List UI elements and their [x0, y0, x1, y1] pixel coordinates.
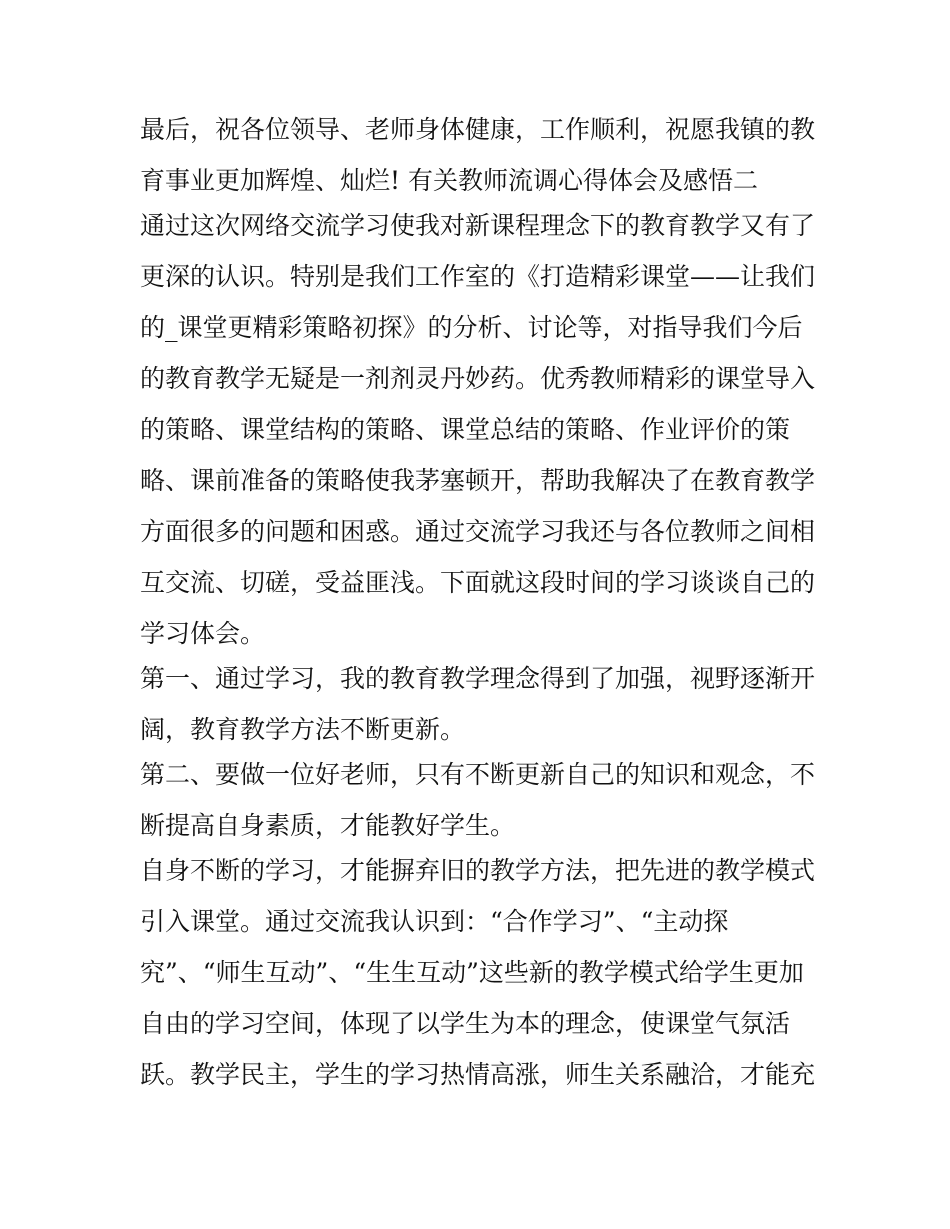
text-line: 最后，祝各位领导、老师身体健康，工作顺利，祝愿我镇的教	[140, 115, 816, 144]
text-line: 更深的认识。特别是我们工作室的《打造精彩课堂——让我们	[140, 262, 816, 291]
text-line: 断提高自身素质，才能教好学生。	[140, 811, 516, 840]
text-line: 的策略、课堂结构的策略、课堂总结的策略、作业评价的策	[140, 415, 791, 444]
text-line: 引入课堂。通过交流我认识到：“合作学习”、“主动探	[140, 907, 729, 936]
text-line: 自身不断的学习，才能摒弃旧的教学方法，把先进的教学模式	[140, 856, 816, 885]
text-line: 跃。教学民主，学生的学习热情高涨，师生关系融洽，才能充	[140, 1060, 816, 1089]
text-line: 阔，教育教学方法不断更新。	[140, 715, 466, 744]
text-line: 究”、“师生互动”、“生生互动”这些新的教学模式给学生更加	[140, 958, 804, 987]
text-line: 第二、要做一位好老师，只有不断更新自己的知识和观念，不	[140, 760, 816, 789]
text-line: 育事业更加辉煌、灿烂! 有关教师流调心得体会及感悟二	[140, 166, 758, 195]
text-line: 互交流、切磋，受益匪浅。下面就这段时间的学习谈谈自己的	[140, 568, 816, 597]
text-line: 自由的学习空间，体现了以学生为本的理念，使课堂气氛活	[140, 1009, 791, 1038]
text-line: 的_课堂更精彩策略初探》的分析、讨论等，对指导我们今后	[140, 313, 803, 342]
text-line: 方面很多的问题和困惑。通过交流学习我还与各位教师之间相	[140, 517, 816, 546]
text-line: 略、课前准备的策略使我茅塞顿开，帮助我解决了在教育教学	[140, 466, 816, 495]
text-line: 通过这次网络交流学习使我对新课程理念下的教育教学又有了	[140, 211, 816, 240]
text-line: 学习体会。	[140, 619, 266, 648]
text-line: 的教育教学无疑是一剂剂灵丹妙药。优秀教师精彩的课堂导入	[140, 364, 816, 393]
document-body	[140, 106, 820, 1102]
text-line: 第一、通过学习，我的教育教学理念得到了加强，视野逐渐开	[140, 664, 816, 693]
